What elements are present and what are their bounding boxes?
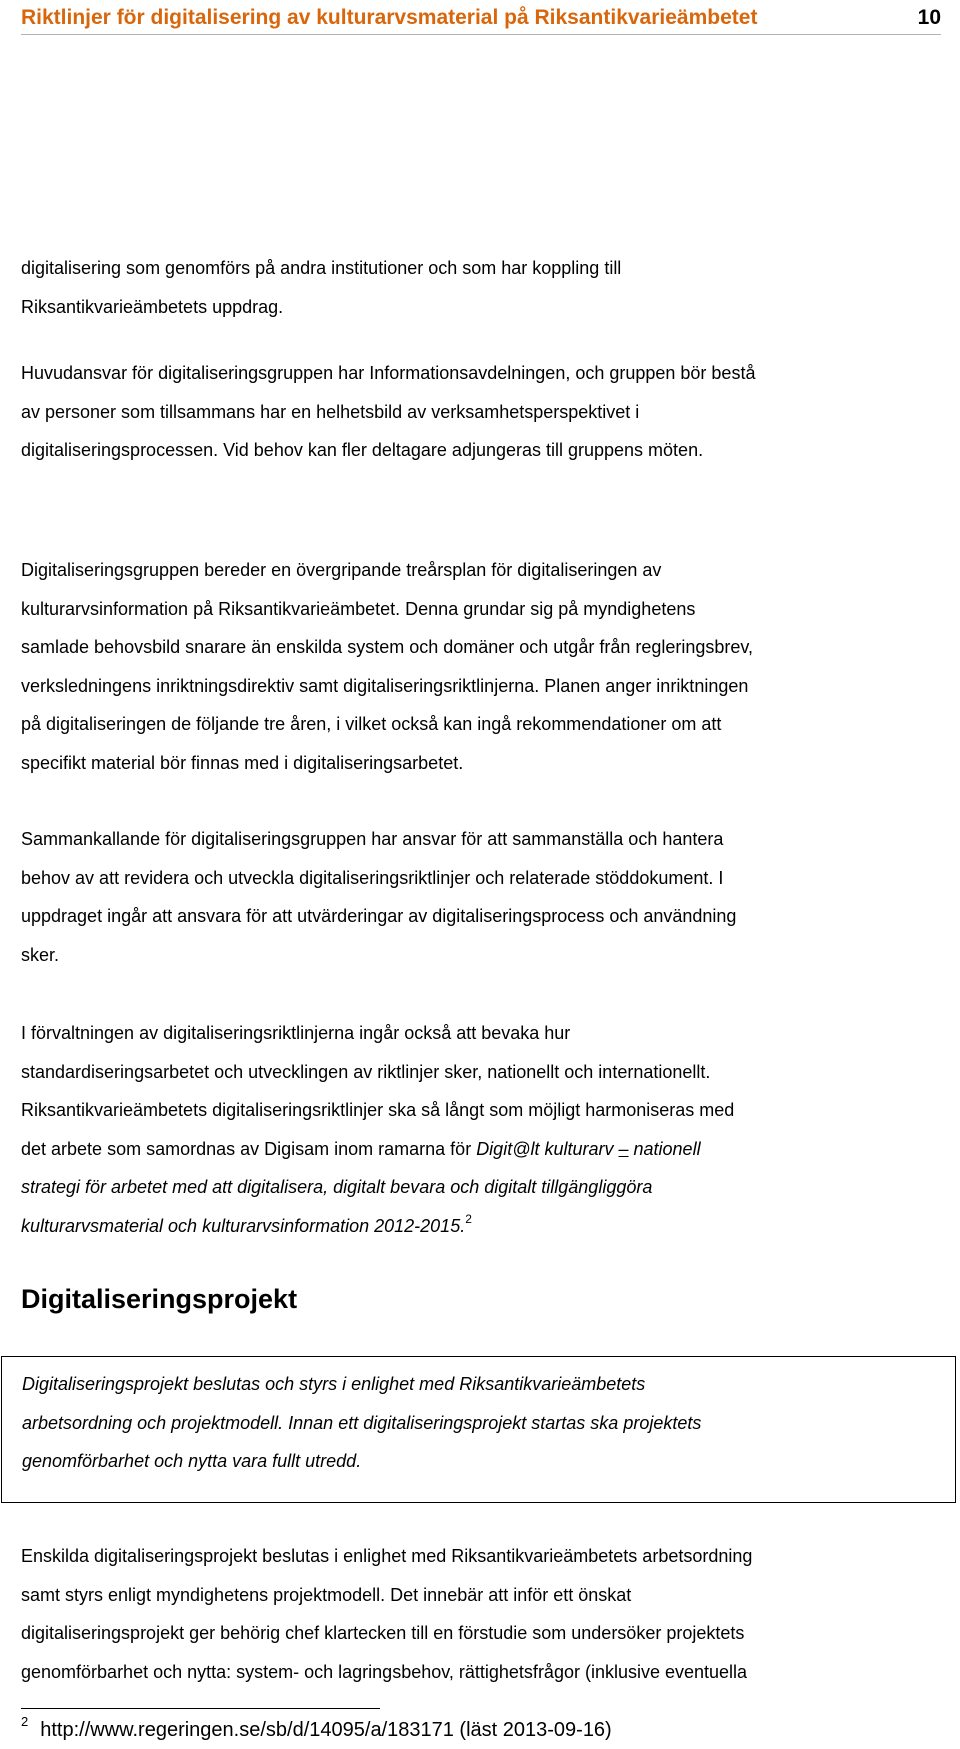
paragraph-4 xyxy=(21,820,941,974)
text-line: I förvaltningen av digitaliseringsriktlinjerna ingår också att bevaka hur xyxy=(21,1023,571,1043)
text-line: behov av att revidera och utveckla digitaliseringsriktlinjer och relaterade stöddokument. I xyxy=(21,867,724,888)
text-line: genomförbarhet och nytta vara fullt utredd. xyxy=(22,1451,362,1472)
footnote-number: 2 xyxy=(21,1714,29,1729)
footnote-reference[interactable]: 2 xyxy=(465,1211,472,1226)
text-line: sker. xyxy=(21,944,60,965)
strategy-title-part: nationell xyxy=(628,1138,701,1159)
text-line: Digitaliseringsgruppen bereder en övergripande treårsplan för digitaliseringen av xyxy=(21,560,662,580)
strategy-title-end: kulturarvsmaterial och kulturarvsinformation 2012-2015. xyxy=(21,1215,466,1236)
text-line: genomförbarhet och nytta: system- och lagringsbehov, rättighetsfrågor (inklusive eventuella xyxy=(21,1661,748,1682)
text-line xyxy=(21,1207,941,1246)
paragraph-1 xyxy=(21,249,941,326)
strategy-title-dash: – xyxy=(618,1138,629,1159)
header-divider xyxy=(21,34,941,35)
text-line: digitaliseringsprocessen. Vid behov kan fler deltagare adjungeras till gruppens möten. xyxy=(21,440,704,461)
footnote-divider xyxy=(21,1708,380,1709)
strategy-title-line: strategi för arbetet med att digitalisera, digitalt bevara och digitalt tillgängliggöra xyxy=(21,1177,653,1198)
text-line: Huvudansvar för digitaliseringsgruppen har Informationsavdelningen, och gruppen bör bestå xyxy=(21,363,756,383)
page-number: 10 xyxy=(917,6,941,29)
strategy-title-start: Digit@lt kulturarv xyxy=(476,1138,619,1159)
text-line xyxy=(21,1130,941,1169)
document-title: Riktlinjer för digitalisering av kulturarvsmaterial på Riksantikvarieämbetet xyxy=(21,6,758,29)
text-line: digitalisering som genomförs på andra institutioner och som har koppling till xyxy=(21,258,622,278)
text-line: specifikt material bör finnas med i digitaliseringsarbetet. xyxy=(21,752,464,773)
boxed-callout xyxy=(1,1356,956,1503)
text-line: digitaliseringsprojekt ger behörig chef klartecken till en förstudie som undersöker projektets xyxy=(21,1623,745,1644)
text-line: uppdraget ingår att ansvara för att utvärderingar av digitaliseringsprocess och användning xyxy=(21,906,737,927)
paragraph-3 xyxy=(21,551,941,783)
text-line: samt styrs enligt myndighetens projektmodell. Det innebär att inför ett önskat xyxy=(21,1584,632,1605)
text-line: Digitaliseringsprojekt beslutas och styrs i enlighet med Riksantikvarieämbetets xyxy=(22,1374,646,1394)
paragraph-5 xyxy=(21,1014,941,1246)
text-line: standardiseringsarbetet och utvecklingen av riktlinjer sker, nationellt och internationellt. xyxy=(21,1061,711,1082)
text-line: samlade behovsbild snarare än enskilda system och domäner och utgår från regleringsbrev, xyxy=(21,637,754,658)
section-heading: Digitaliseringsprojekt xyxy=(21,1284,298,1314)
footnote-link[interactable]: http://www.regeringen.se/sb/d/14095/a/183171 (läst 2013-09-16) xyxy=(40,1719,612,1741)
text-line: Riksantikvarieämbetets digitaliseringsriktlinjer ska så långt som möjligt harmoniseras med xyxy=(21,1100,735,1121)
text-line: Enskilda digitaliseringsprojekt beslutas i enlighet med Riksantikvarieämbetets arbetsordning xyxy=(21,1546,753,1566)
text-run: det arbete som samordnas av Digisam inom ramarna för xyxy=(21,1138,477,1159)
text-line: Sammankallande för digitaliseringsgruppen har ansvar för att sammanställa och hantera xyxy=(21,829,724,849)
text-line: kulturarvsinformation på Riksantikvarieämbetet. Denna grundar sig på myndighetens xyxy=(21,598,696,619)
paragraph-2 xyxy=(21,354,941,470)
text-line: av personer som tillsammans har en helhetsbild av verksamhetsperspektivet i xyxy=(21,401,640,422)
paragraph-6 xyxy=(21,1537,941,1691)
text-line: arbetsordning och projektmodell. Innan ett digitaliseringsprojekt startas ska projektets xyxy=(22,1412,702,1433)
footnote xyxy=(21,1716,612,1744)
page-header xyxy=(21,3,941,33)
boxed-paragraph xyxy=(22,1365,942,1481)
text-line: Riksantikvarieämbetets uppdrag. xyxy=(21,296,284,317)
text-line: verksledningens inriktningsdirektiv samt digitaliseringsriktlinjerna. Planen anger inriktningen xyxy=(21,675,749,696)
text-line: på digitaliseringen de följande tre åren, i vilket också kan ingå rekommendationer om att xyxy=(21,714,722,735)
